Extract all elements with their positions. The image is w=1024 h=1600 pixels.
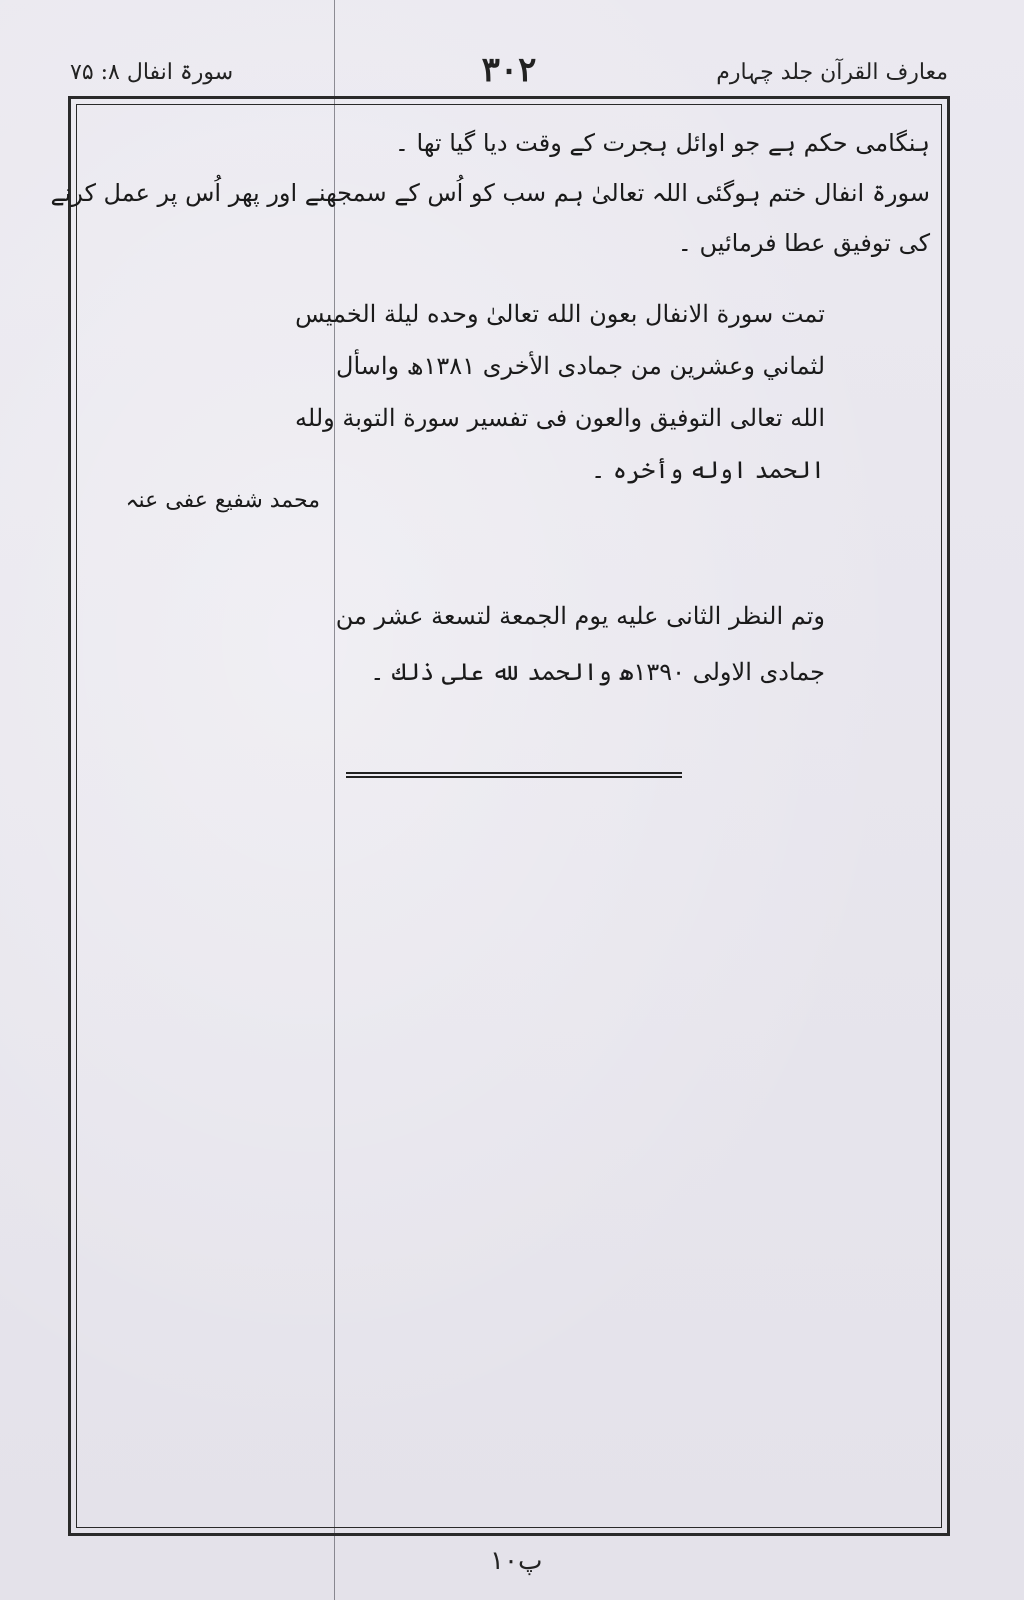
colophon-line-4: الحمد اوله وأخره ۔ <box>591 456 825 484</box>
urdu-line-3: کی توفیق عطا فرمائیں ۔ <box>677 229 930 257</box>
book-title: معارف القرآن جلد چہارم <box>716 60 948 85</box>
arabic-review-note <box>225 588 825 700</box>
printer-signature-mark: پ۱۰ <box>490 1546 543 1576</box>
colophon-line-2: لثماني وعشرين من جمادى الأخرى ۱۳۸۱ھ واسأل <box>336 352 825 380</box>
author-signature: محمد شفیع عفی عنہ <box>125 488 320 513</box>
note-line-2: جمادى الاولى ۱۳۹۰ھ والحمد لله على ذلك ۔ <box>370 658 825 686</box>
arabic-colophon <box>225 288 825 496</box>
surah-reference: سورۃ انفال ۸: ۷۵ <box>70 60 234 85</box>
urdu-paragraph <box>50 118 930 268</box>
note-line-1: وتم النظر الثانى عليه يوم الجمعة لتسعة عشر من <box>335 602 825 630</box>
colophon-line-3: الله تعالى التوفيق والعون فى تفسير سورة التوبة ولله <box>295 404 825 432</box>
page-header <box>70 52 948 92</box>
page-number: ۳۰۲ <box>481 50 537 90</box>
colophon-line-1: تمت سورة الانفال بعون الله تعالیٰ وحده ليلة الخميس <box>295 300 825 328</box>
page-content <box>50 118 930 686</box>
urdu-line-2: سورۃ انفال ختم ہوگئی اللہ تعالیٰ ہم سب کو اُس کے سمجھنے اور پھر اُس پر عمل کرنے <box>50 179 930 207</box>
section-end-rule <box>346 772 682 778</box>
urdu-line-1: ہنگامی حکم ہے جو اوائل ہجرت کے وقت دیا گیا تھا ۔ <box>394 129 930 157</box>
